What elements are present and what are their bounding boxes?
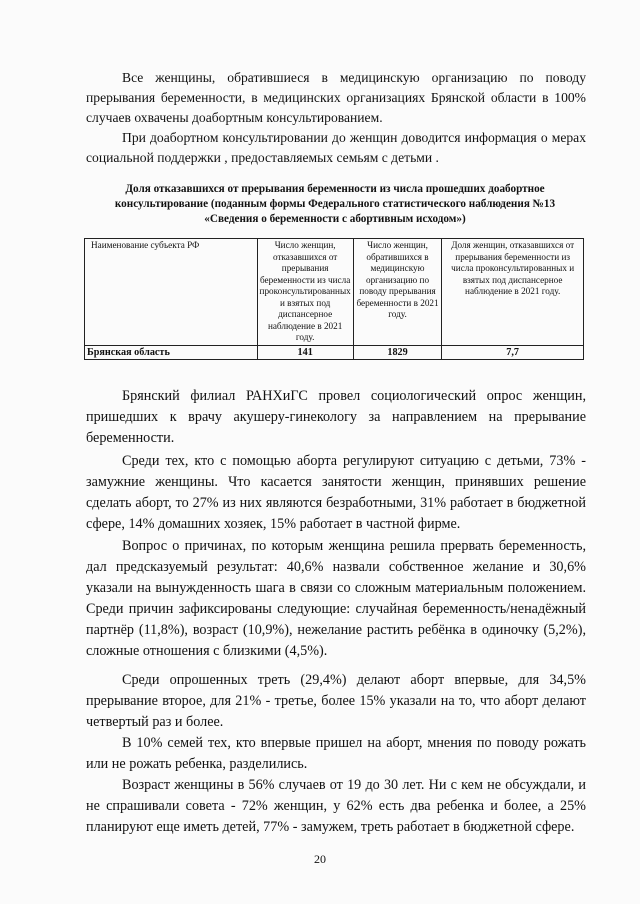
paragraph-consultation-coverage: Все женщины, обратившиеся в медицинскую организацию по поводу прерывания беременности, в медицинских организациях Брянской области в 100% случаев охвачены доабортным консультированием. — [86, 70, 586, 125]
paragraph-reasons: Вопрос о причинах, по которым женщина решила прервать беременность, дал предсказуемый результат: 40,6% назвали собственное желание и 30,6% указали на вынужденность шага в связи со сложным материальным положением. Среди причин зафиксированы следующие: случайная беременность/ненадёжный партнёр (11,8%), возраст (10,9%), нежелание растить ребёнка в одиночку (5,2%), сложные отношения с близкими (4,5%). — [86, 538, 586, 659]
paragraph-ranepa-survey: Брянский филиал РАНХиГС провел социологический опрос женщин, пришедших к врачу акушеру-гинекологу за направлением на прерывание беременности. — [86, 388, 586, 446]
table-caption: Доля отказавшихся от прерывания беременности из числа прошедших доабортное консультирование (поданным формы Федерального статистического наблюдения №13 «Сведения о беременности с абортивным исходом») — [114, 183, 556, 225]
page-number: 20 — [314, 852, 326, 866]
table-cell-refused-count: 141 — [257, 345, 353, 360]
table-cell-refused-share: 7,7 — [442, 345, 584, 360]
paragraph-abortion-count: Среди опрошенных треть (29,4%) делают аборт впервые, для 34,5% прерывание второе, для 21% - третье, более 15% указали на то, что аборт делают четвертый раз и более. — [86, 672, 586, 730]
table-header-refused-count: Число женщин, отказавшихся от прерывания беременности из числа проконсультированных и взятых под диспансерное наблюдение в 2021 году. — [257, 239, 353, 346]
paragraph-age-profile: Возраст женщины в 56% случаев от 19 до 30 лет. Ни с кем не обсуждали, и не спрашивали совета - 72% женщин, у 62% есть два ребенка и более, а 25% планируют еще иметь детей, 77% - замужем, треть работает в бюджетной сфере. — [86, 777, 586, 835]
table-cell-region: Брянская область — [85, 345, 258, 360]
table-row — [85, 345, 584, 360]
paragraph-employment: Среди тех, кто с помощью аборта регулируют ситуацию с детьми, 73% - замужние женщины. Что касается занятости женщин, принявших решение сделать аборт, то 27% из них являются безработными, 31% работает в бюджетной сфере, 14% домашних хозяек, 15% работает в частной фирме. — [86, 453, 586, 532]
table-header-refused-share: Доля женщин, отказавшихся от прерывания беременности из числа проконсультированных и взятых под диспансерное наблюдение в 2021 году. — [442, 239, 584, 346]
table-header-row — [85, 239, 584, 346]
paragraph-social-support-info: При доабортном консультировании до женщин доводится информация о мерах социальной поддержки , предоставляемых семьям с детьми . — [86, 130, 586, 165]
table-cell-applied-count: 1829 — [353, 345, 442, 360]
abortion-refusal-table — [84, 238, 584, 360]
table-header-applied-count: Число женщин, обратившихся в медицинскую организацию по поводу прерывания беременности в 2021 году. — [353, 239, 442, 346]
paragraph-family-opinions: В 10% семей тех, кто впервые пришел на аборт, мнения по поводу рожать или не рожать ребенка, разделились. — [86, 735, 586, 772]
table-header-region: Наименование субъекта РФ — [85, 239, 258, 346]
